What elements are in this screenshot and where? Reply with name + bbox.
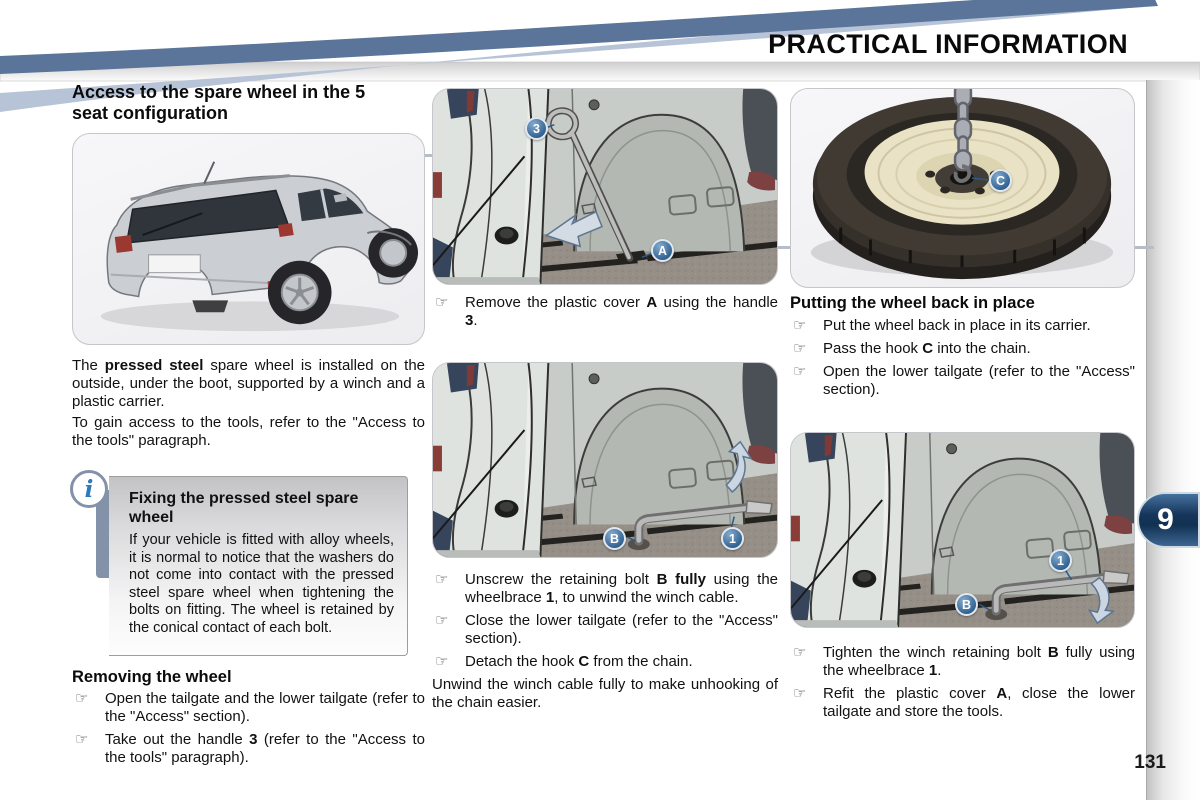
page-number: 131 bbox=[1134, 752, 1166, 773]
heading-removing-the-wheel: Removing the wheel bbox=[72, 668, 232, 686]
pointer-hand-icon: ☞ bbox=[793, 340, 807, 357]
callout-badge-B: B bbox=[955, 593, 978, 616]
info-box-title: Fixing the pressed steel spare wheel bbox=[129, 490, 359, 526]
pointer-hand-icon: ☞ bbox=[435, 653, 449, 670]
final-bullet-list bbox=[790, 644, 1135, 726]
callout-badge-3: 3 bbox=[525, 117, 548, 140]
chain-illustration bbox=[955, 89, 971, 170]
figure-boot-handle-insertion bbox=[432, 88, 778, 285]
figure-winch-tighten bbox=[790, 432, 1135, 628]
putting-bullet-list bbox=[790, 317, 1135, 404]
pointer-hand-icon: ☞ bbox=[435, 294, 449, 311]
spare-wheel-illustration bbox=[791, 89, 1134, 287]
pointer-hand-icon: ☞ bbox=[435, 571, 449, 588]
pointer-hand-icon: ☞ bbox=[793, 317, 807, 334]
callout-badge-C: C bbox=[989, 169, 1012, 192]
callout-badge-A: A bbox=[651, 239, 674, 262]
figure-vehicle-rear bbox=[72, 133, 425, 345]
instruction-bullet: ☞ Tighten the winch retaining bolt B fully using the wheelbrace 1. bbox=[793, 644, 1135, 679]
instruction-bullet: ☞ Close the lower tailgate (refer to the "Access" section). bbox=[435, 612, 778, 647]
instruction-bullet: ☞ Open the lower tailgate (refer to the "Access" section). bbox=[793, 363, 1135, 398]
instruction-bullet: ☞ Unscrew the retaining bolt B fully using the wheelbrace 1, to unwind the winch cable. bbox=[435, 571, 779, 606]
chapter-tab-9[interactable] bbox=[1137, 492, 1200, 548]
unscrew-bullet-list bbox=[432, 571, 778, 712]
instruction-bullet: ☞ Take out the handle 3 (refer to the "Access to the tools" paragraph). bbox=[75, 731, 425, 766]
info-icon-glyph: i bbox=[84, 475, 94, 503]
instruction-bullet: ☞ Remove the plastic cover A using the handle 3. bbox=[435, 294, 778, 329]
removing-bullet-list bbox=[72, 690, 425, 772]
instruction-bullet: ☞ Refit the plastic cover A, close the lower tailgate and store the tools. bbox=[793, 685, 1136, 720]
callout-badge-1: 1 bbox=[721, 527, 744, 550]
callout-badge-1: 1 bbox=[1049, 549, 1072, 572]
info-box-body: If your vehicle is fitted with alloy wheels, it is normal to notice that the washers do not come into contact with the pressed steel spare wheel when tightening the bolts on fitting. The wheel is retained by the conical contact of each bolt. bbox=[129, 532, 394, 636]
pointer-hand-icon: ☞ bbox=[435, 612, 449, 629]
figure-spare-wheel-chain bbox=[790, 88, 1135, 288]
boot-illustration bbox=[433, 89, 777, 284]
remove-cover-bullet bbox=[432, 294, 778, 335]
pointer-hand-icon: ☞ bbox=[75, 690, 89, 707]
instruction-bullet: ☞ Pass the hook C into the chain. bbox=[793, 340, 1031, 357]
callout-badge-B: B bbox=[603, 527, 626, 550]
note-unwind-cable: Unwind the winch cable fully to make unhooking of the chain easier. bbox=[432, 676, 778, 711]
section-title-spare-wheel-access: Access to the spare wheel in the 5 seat configuration bbox=[72, 82, 366, 123]
info-box-fixing-spare-wheel bbox=[109, 476, 408, 656]
chapter-tab-number: 9 bbox=[1157, 503, 1174, 536]
instruction-bullet: ☞ Put the wheel back in place in its carrier. bbox=[793, 317, 1091, 334]
info-icon bbox=[70, 470, 108, 508]
figure-winch-unscrew bbox=[432, 362, 778, 558]
heading-putting-wheel-back: Putting the wheel back in place bbox=[790, 294, 1035, 312]
instruction-bullet: ☞ Open the tailgate and the lower tailgate (refer to the "Access" section). bbox=[75, 690, 425, 725]
chapter-title: PRACTICAL INFORMATION bbox=[768, 29, 1128, 59]
vehicle-illustration bbox=[73, 134, 424, 344]
paragraph-tools-access: To gain access to the tools, refer to the "Access to the tools" paragraph. bbox=[72, 414, 425, 449]
pointer-hand-icon: ☞ bbox=[793, 685, 807, 702]
page-edge-strip bbox=[1146, 80, 1200, 800]
paragraph-spare-wheel-location: The pressed steel spare wheel is installed on the outside, under the boot, supported by a winch and a plastic carrier. bbox=[72, 357, 426, 410]
pointer-hand-icon: ☞ bbox=[75, 731, 89, 748]
pointer-hand-icon: ☞ bbox=[793, 363, 807, 380]
pointer-hand-icon: ☞ bbox=[793, 644, 807, 661]
instruction-bullet: ☞ Detach the hook C from the chain. bbox=[435, 653, 693, 670]
